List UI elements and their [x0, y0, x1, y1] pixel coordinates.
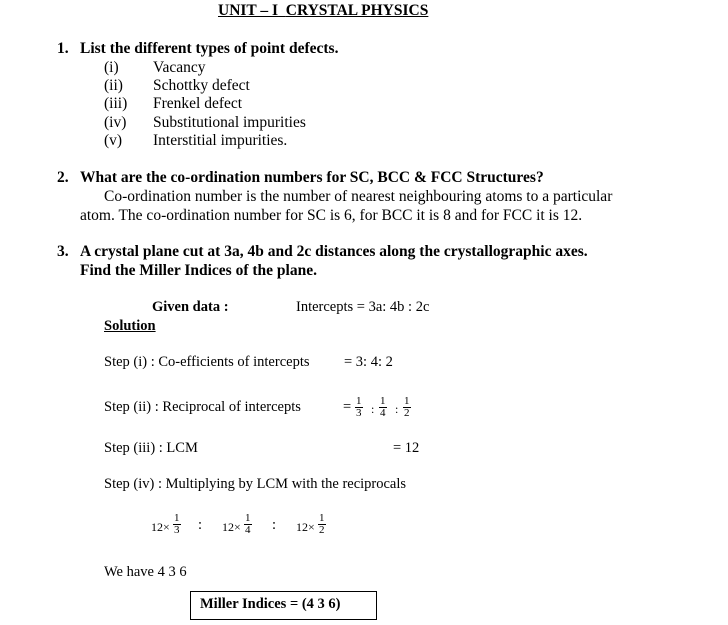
- step2-equals: =: [343, 399, 352, 415]
- unit-label: UNIT – I: [218, 2, 279, 19]
- given-data-label: Given data :: [152, 299, 229, 315]
- result-text: Miller Indices = (4 3 6): [200, 596, 341, 612]
- mult-prefix: 12×: [296, 520, 315, 534]
- q1-item-num: (iii): [104, 95, 128, 112]
- mult-fraction: [318, 513, 326, 536]
- step1-label: Step (i) : Co-efficients of intercepts: [104, 354, 310, 370]
- mult-prefix: 12×: [151, 520, 170, 534]
- q2-answer-line: Co-ordination number is the number of nearest neighbouring atoms to a particular: [104, 188, 613, 205]
- fraction-numerator: 1: [245, 512, 251, 524]
- mult-separator: :: [198, 517, 203, 533]
- mult-prefix: 12×: [222, 520, 241, 534]
- fraction-denominator: 3: [174, 524, 180, 536]
- mult-separator: :: [272, 517, 277, 533]
- q2-answer-line: atom. The co-ordination number for SC is 6, for BCC it is 8 and for FCC it is 12.: [80, 207, 583, 224]
- q1-item-text: Interstitial impurities.: [153, 132, 288, 149]
- step1-value: = 3: 4: 2: [344, 354, 393, 370]
- fraction-denominator: 3: [356, 407, 362, 419]
- q3-question-line: Find the Miller Indices of the plane.: [80, 262, 317, 279]
- q1-item-text: Vacancy: [153, 59, 206, 76]
- q1-item-num: (v): [104, 132, 123, 149]
- q1-item-text: Schottky defect: [153, 77, 250, 94]
- fraction-numerator: 1: [319, 512, 325, 524]
- page-title: [218, 2, 428, 20]
- solution-label: Solution: [104, 318, 156, 334]
- step4-label: Step (iv) : Multiplying by LCM with the reciprocals: [104, 476, 407, 492]
- fraction-numerator: 1: [404, 395, 410, 407]
- q1-number: 1.: [57, 40, 69, 57]
- step3-value: = 12: [393, 440, 420, 456]
- reciprocal-fraction: [379, 396, 387, 419]
- q1-item-text: Substitutional impurities: [153, 114, 306, 131]
- q2-number: 2.: [57, 169, 69, 186]
- mult-fraction: [173, 513, 181, 536]
- step2-label: Step (ii) : Reciprocal of intercepts: [104, 399, 301, 415]
- fraction-denominator: 2: [319, 524, 325, 536]
- fraction-separator: :: [395, 402, 399, 416]
- q1-question: List the different types of point defects.: [80, 40, 339, 57]
- q2-question: What are the co-ordination numbers for SC, BCC & FCC Structures?: [80, 169, 544, 186]
- fraction-numerator: 1: [174, 512, 180, 524]
- step3-label: Step (iii) : LCM: [104, 440, 198, 456]
- given-data-value: Intercepts = 3a: 4b : 2c: [296, 299, 430, 315]
- fraction-denominator: 2: [404, 407, 410, 419]
- reciprocal-fraction: [403, 396, 411, 419]
- fraction-denominator: 4: [380, 407, 386, 419]
- fraction-denominator: 4: [245, 524, 251, 536]
- q1-item-num: (i): [104, 59, 119, 76]
- fraction-numerator: 1: [356, 395, 362, 407]
- subject-label: CRYSTAL PHYSICS: [285, 2, 429, 19]
- q3-number: 3.: [57, 243, 69, 260]
- we-have-text: We have 4 3 6: [104, 564, 187, 580]
- q3-question-line: A crystal plane cut at 3a, 4b and 2c distances along the crystallographic axes.: [80, 243, 588, 260]
- fraction-numerator: 1: [380, 395, 386, 407]
- reciprocal-fraction: [355, 396, 363, 419]
- fraction-separator: :: [371, 402, 375, 416]
- mult-fraction: [244, 513, 252, 536]
- q1-item-num: (ii): [104, 77, 123, 94]
- q1-item-text: Frenkel defect: [153, 95, 243, 112]
- q1-item-num: (iv): [104, 114, 127, 131]
